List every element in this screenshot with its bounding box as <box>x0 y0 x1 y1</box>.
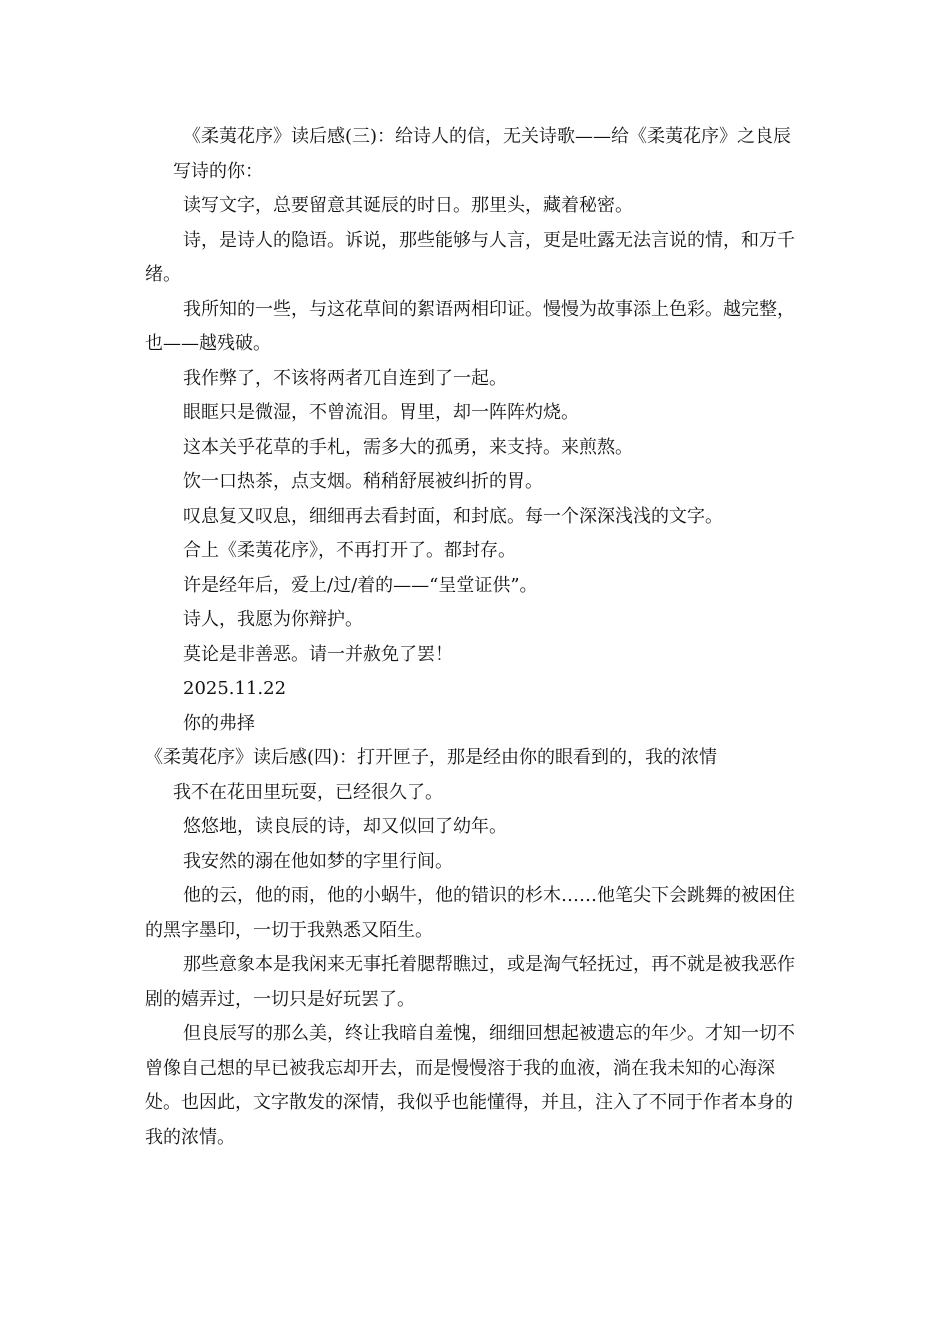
paragraph: 读写文字，总要留意其诞辰的时日。那里头，藏着秘密。 <box>183 195 633 216</box>
paragraph: 悠悠地，读良辰的诗，却又似回了幼年。 <box>183 816 507 837</box>
paragraph: 诗，是诗人的隐语。诉说，那些能够与人言，更是吐露无法言说的情，和万千绪。 <box>145 229 795 285</box>
paragraph: 我所知的一些，与这花草间的絮语两相印证。慢慢为故事添上色彩。越完整，也——越残破。 <box>145 298 795 354</box>
paragraph: 诗人，我愿为你辩护。 <box>183 609 363 630</box>
section-title-4: 《柔荑花序》读后感(四)：打开匣子，那是经由你的眼看到的，我的浓情 <box>145 747 718 768</box>
paragraph: 他的云，他的雨，他的小蜗牛，他的错识的杉木……他笔尖下会跳舞的被困住的黑字墨印，一切于我熟悉又陌生。 <box>145 885 795 941</box>
paragraph: 许是经年后，爱上/过/着的——“呈堂证供”。 <box>183 574 538 596</box>
paragraph: 莫论是非善恶。请一并赦免了罢！ <box>183 643 453 665</box>
letter-salutation: 写诗的你： <box>173 160 263 182</box>
paragraph: 但良辰写的那么美，终让我暗自羞愧，细细回想起被遗忘的年少。才知一切不曾像自己想的早已被我忘却开去，而是慢慢溶于我的血液，淌在我未知的心海深处。也因此，文字散发的深情，我似乎也能懂得，并且，注入了不同于作者本身的我的浓情。 <box>145 1023 795 1148</box>
letter-signature: 你的弗择 <box>183 712 255 734</box>
paragraph: 我作弊了，不该将两者兀自连到了一起。 <box>183 367 507 389</box>
paragraph: 我安然的溺在他如梦的字里行间。 <box>183 850 453 872</box>
paragraph: 眼眶只是微湿，不曾流泪。胃里，却一阵阵灼烧。 <box>183 402 579 423</box>
paragraph: 那些意象本是我闲来无事托着腮帮瞧过，或是淘气轻抚过，再不就是被我恶作剧的嬉弄过，一切只是好玩罢了。 <box>145 954 795 1010</box>
document-body <box>145 120 805 1155</box>
paragraph: 这本关乎花草的手札，需多大的孤勇，来支持。来煎熬。 <box>183 436 633 458</box>
paragraph: 我不在花田里玩耍，已经很久了。 <box>173 781 443 803</box>
letter-date: 2025.11.22 <box>183 678 287 699</box>
section-title-3: 《柔荑花序》读后感(三)：给诗人的信，无关诗歌——给《柔荑花序》之良辰 <box>183 126 792 147</box>
paragraph: 饮一口热茶，点支烟。稍稍舒展被纠折的胃。 <box>183 471 543 492</box>
paragraph: 叹息复又叹息，细细再去看封面，和封底。每一个深深浅浅的文字。 <box>183 505 723 527</box>
paragraph: 合上《柔荑花序》，不再打开了。都封存。 <box>183 540 516 561</box>
